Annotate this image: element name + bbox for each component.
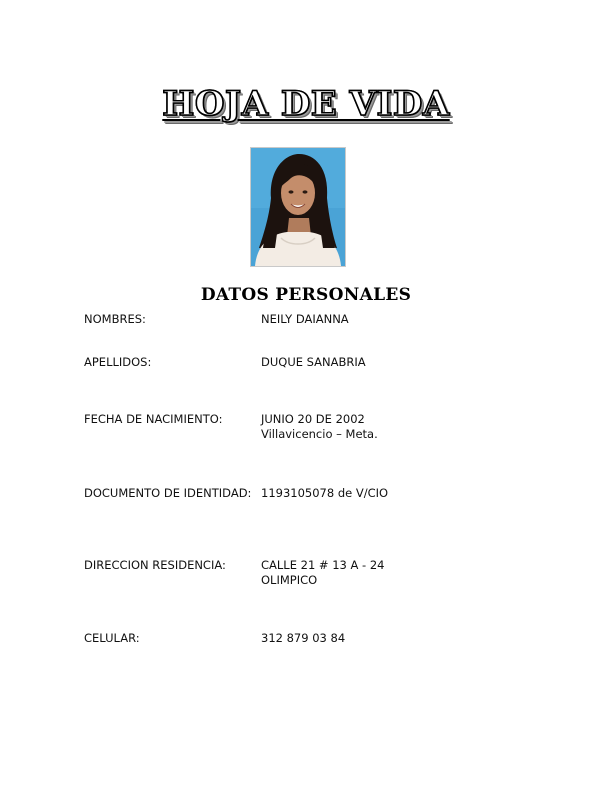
field-label: DOCUMENTO DE IDENTIDAD:: [84, 486, 252, 500]
field-label: APELLIDOS:: [84, 355, 152, 369]
profile-photo-image: [251, 148, 345, 266]
field-value-line: 1193105078 de V/CIO: [261, 486, 389, 500]
field-value-line: OLIMPICO: [261, 573, 318, 587]
field-label: FECHA DE NACIMIENTO:: [84, 412, 223, 426]
field-value-line: JUNIO 20 DE 2002: [261, 412, 365, 426]
field-value-line: NEILY DAIANNA: [261, 312, 349, 326]
field-value: [261, 312, 561, 327]
field-label: DIRECCION RESIDENCIA:: [84, 558, 226, 572]
field-value: [261, 412, 561, 442]
section-title-datos-personales: DATOS PERSONALES: [200, 285, 412, 305]
field-value: [261, 631, 561, 646]
field-value: [261, 355, 561, 370]
field-value-line: CALLE 21 # 13 A - 24: [261, 558, 385, 572]
field-label: NOMBRES:: [84, 312, 146, 326]
field-value-line: DUQUE SANABRIA: [261, 355, 366, 369]
field-value-line: 312 879 03 84: [261, 631, 346, 645]
profile-photo: [250, 147, 346, 267]
field-value: [261, 558, 561, 588]
page-title: HOJA DE VIDA: [162, 84, 450, 124]
field-label: CELULAR:: [84, 631, 140, 645]
field-value: [261, 486, 561, 501]
field-value-line: Villavicencio – Meta.: [261, 427, 378, 441]
